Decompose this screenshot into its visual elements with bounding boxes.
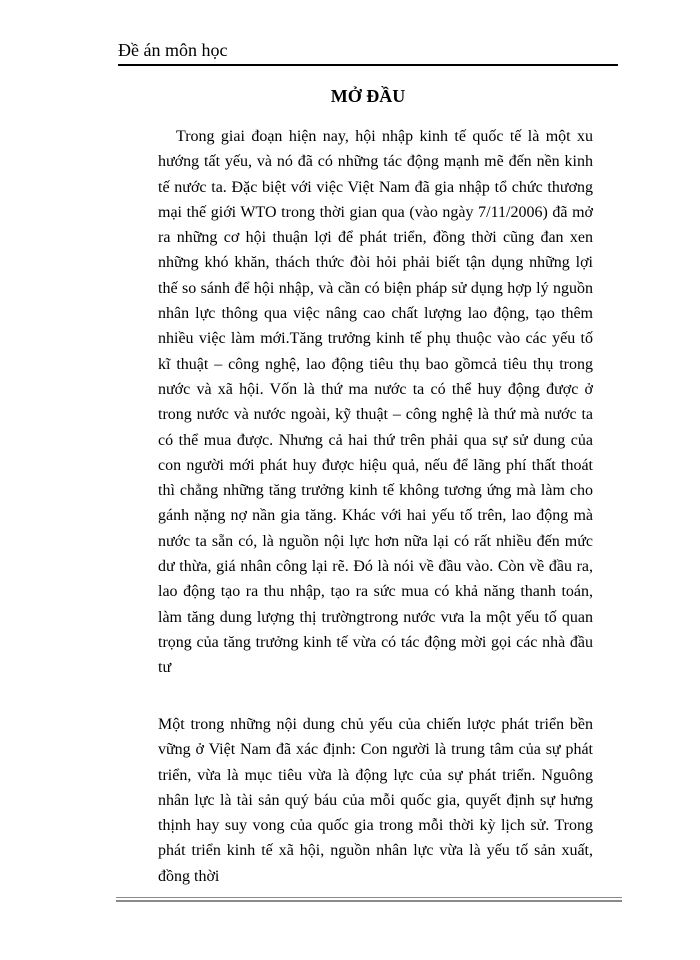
paragraph-2: Một trong những nội dung chủ yếu của chiến lược phát triển bền vững ở Việt Nam đã xác định: Con người là trung tâm của sự phát triển, vừa là mục tiêu vừa là động lực của sự phát triển. Nguông nhân lực là tài sản quý báu của mỗi quốc gia, quyết định sự hưng thịnh hay suy vong của quốc gia trong mỗi thời kỳ lịch sử. Trong phát triển kinh tế xã hội, nguồn nhân lực vừa là yếu tố sản xuất, đồng thời <box>158 716 593 885</box>
footer-divider-thick <box>116 900 622 902</box>
footer-divider-thin <box>116 897 622 898</box>
section-heading: MỞ ĐẦU <box>330 86 406 106</box>
document-header: Đề án môn học <box>118 40 228 60</box>
paragraph-1: Trong giai đoạn hiện nay, hội nhập kinh tế quốc tế là một xu hướng tất yếu, và nó đã có những tác động mạnh mẽ đến nền kinh tế nước ta. Đặc biệt với việc Việt Nam đã gia nhập tổ chức thương mại thế giới WTO trong thời gian qua (vào ngày 7/11/2006) đã mở ra những cơ hội thuận lợi để phát triển, đồng thời cũng đan xen những khó khăn, thách thức đòi hỏi phải biết tận dụng những lợi thế so sánh để hội nhập, và cần có biện pháp sử dụng hợp lý nguồn nhân lực thông qua việc nâng cao chất lượng lao động, tạo thêm nhiều việc làm mới.Tăng trưởng kinh tế phụ thuộc vào các yếu tố kĩ thuật – công nghệ, lao động tiêu thụ bao gồmcả tiêu thụ trong nước và xã hội. Vốn là thứ ma nước ta có thể huy động được ở trong nước và nước ngoài, kỹ thuật – công nghệ là thứ mà nước ta có thể mua được. Nhưng cả hai thứ trên phải qua sự sử dung của con người mới phát huy được hiệu quả, nếu để lãng phí thất thoát thì chẳng những tăng trưởng kinh tế không tương ứng mà làm cho gánh nặng nợ nần gia tăng. Khác với hai yếu tố trên, lao động mà nước ta sẵn có, là nguồn nội lực hơn nữa lại có rất nhiều đến mức dư thừa, giá nhân công lại rẽ. Đó là nói về đầu vào. Còn về đầu ra, lao động tạo ra thu nhập, tạo ra sức mua có khả năng thanh toán, làm tăng dung lượng thị trườngtrong nước vưa la một yếu tố quan trọng của tăng trưởng kinh tế vừa có tác động mời gọi các nhà đầu tư <box>158 128 593 677</box>
header-divider <box>118 64 618 66</box>
